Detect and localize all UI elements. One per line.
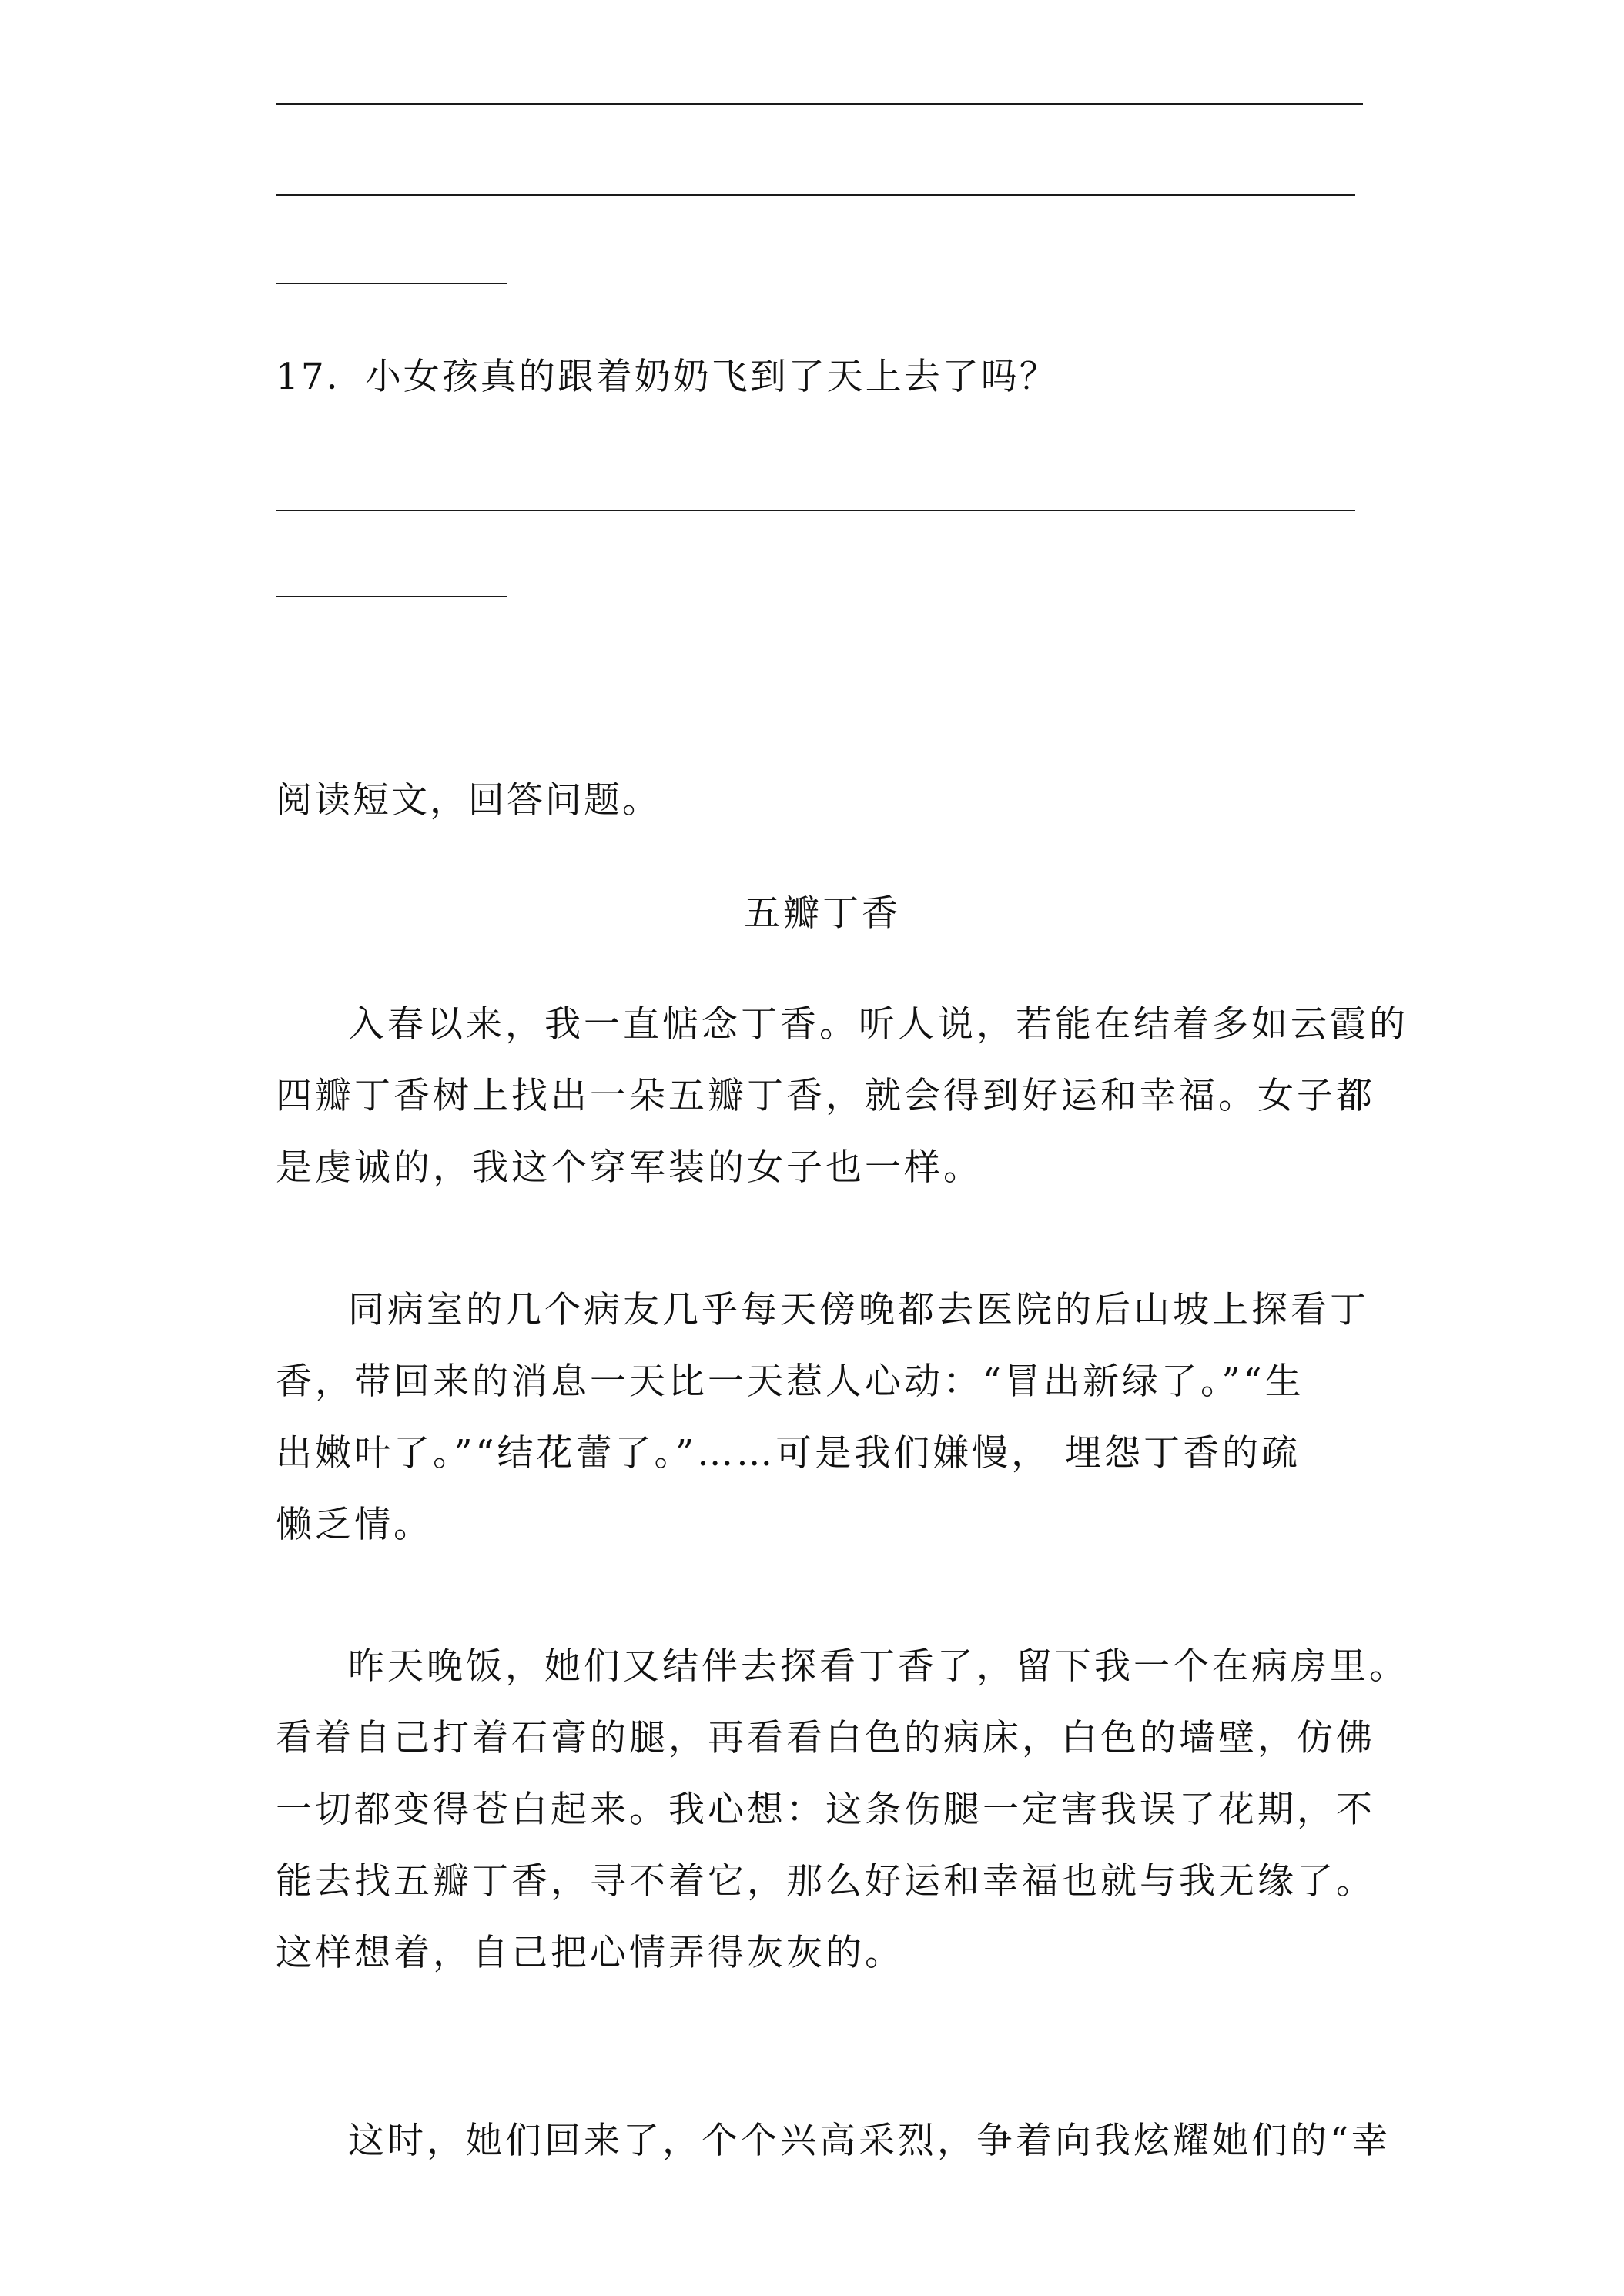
article-title: 五瓣丁香	[744, 892, 901, 935]
paragraph-line: 一切都变得苍白起来。我心想：这条伤腿一定害我误了花期，不	[276, 1789, 1375, 1831]
paragraph-line: 能去找五瓣丁香，寻不着它，那么好运和幸福也就与我无缘了。	[276, 1860, 1375, 1903]
paragraph-line: 同病室的几个病友几乎每天傍晚都去医院的后山坡上探看丁	[348, 1289, 1369, 1331]
paragraph-line: 入春以来，我一直惦念丁香。听人说，若能在结着多如云霞的	[348, 1003, 1408, 1046]
paragraph-line: 香，带回来的消息一天比一天惹人心动：“冒出新绿了。”“生	[276, 1361, 1304, 1403]
article-paragraph-4	[276, 2118, 1391, 2164]
answer-line-short[interactable]	[276, 596, 507, 597]
paragraph-line: 四瓣丁香树上找出一朵五瓣丁香，就会得到好运和幸福。女子都	[276, 1075, 1375, 1117]
article-paragraph-2	[276, 1287, 1369, 1548]
paragraph-line: 这样想着，自己把心情弄得灰灰的。	[276, 1932, 904, 1974]
answer-line[interactable]	[276, 103, 1363, 105]
paragraph-line: 出嫩叶了。”“结花蕾了。”……可是我们嫌慢， 埋怨丁香的疏	[276, 1432, 1301, 1474]
question-17	[276, 354, 1058, 400]
article-paragraph-3	[276, 1644, 1408, 1976]
paragraph-line: 看着自己打着石膏的腿，再看看白色的病床，白色的墙壁，仿佛	[276, 1717, 1375, 1759]
paragraph-line: 是虔诚的，我这个穿军装的女子也一样。	[276, 1146, 983, 1189]
question-number: 17．	[276, 356, 365, 398]
paragraph-line: 这时，她们回来了，个个兴高采烈，争着向我炫耀她们的“幸	[348, 2120, 1391, 2162]
reading-instruction: 阅读短文，回答问题。	[276, 779, 661, 822]
paragraph-line: 懒乏情。	[276, 1504, 433, 1546]
answer-line-short[interactable]	[276, 283, 507, 284]
question-text: 小女孩真的跟着奶奶飞到了天上去了吗？	[364, 356, 1058, 398]
answer-line[interactable]	[276, 194, 1355, 196]
answer-line[interactable]	[276, 510, 1355, 511]
paragraph-line: 昨天晚饭，她们又结伴去探看丁香了，留下我一个在病房里。	[348, 1645, 1408, 1688]
article-paragraph-1	[276, 1002, 1408, 1191]
